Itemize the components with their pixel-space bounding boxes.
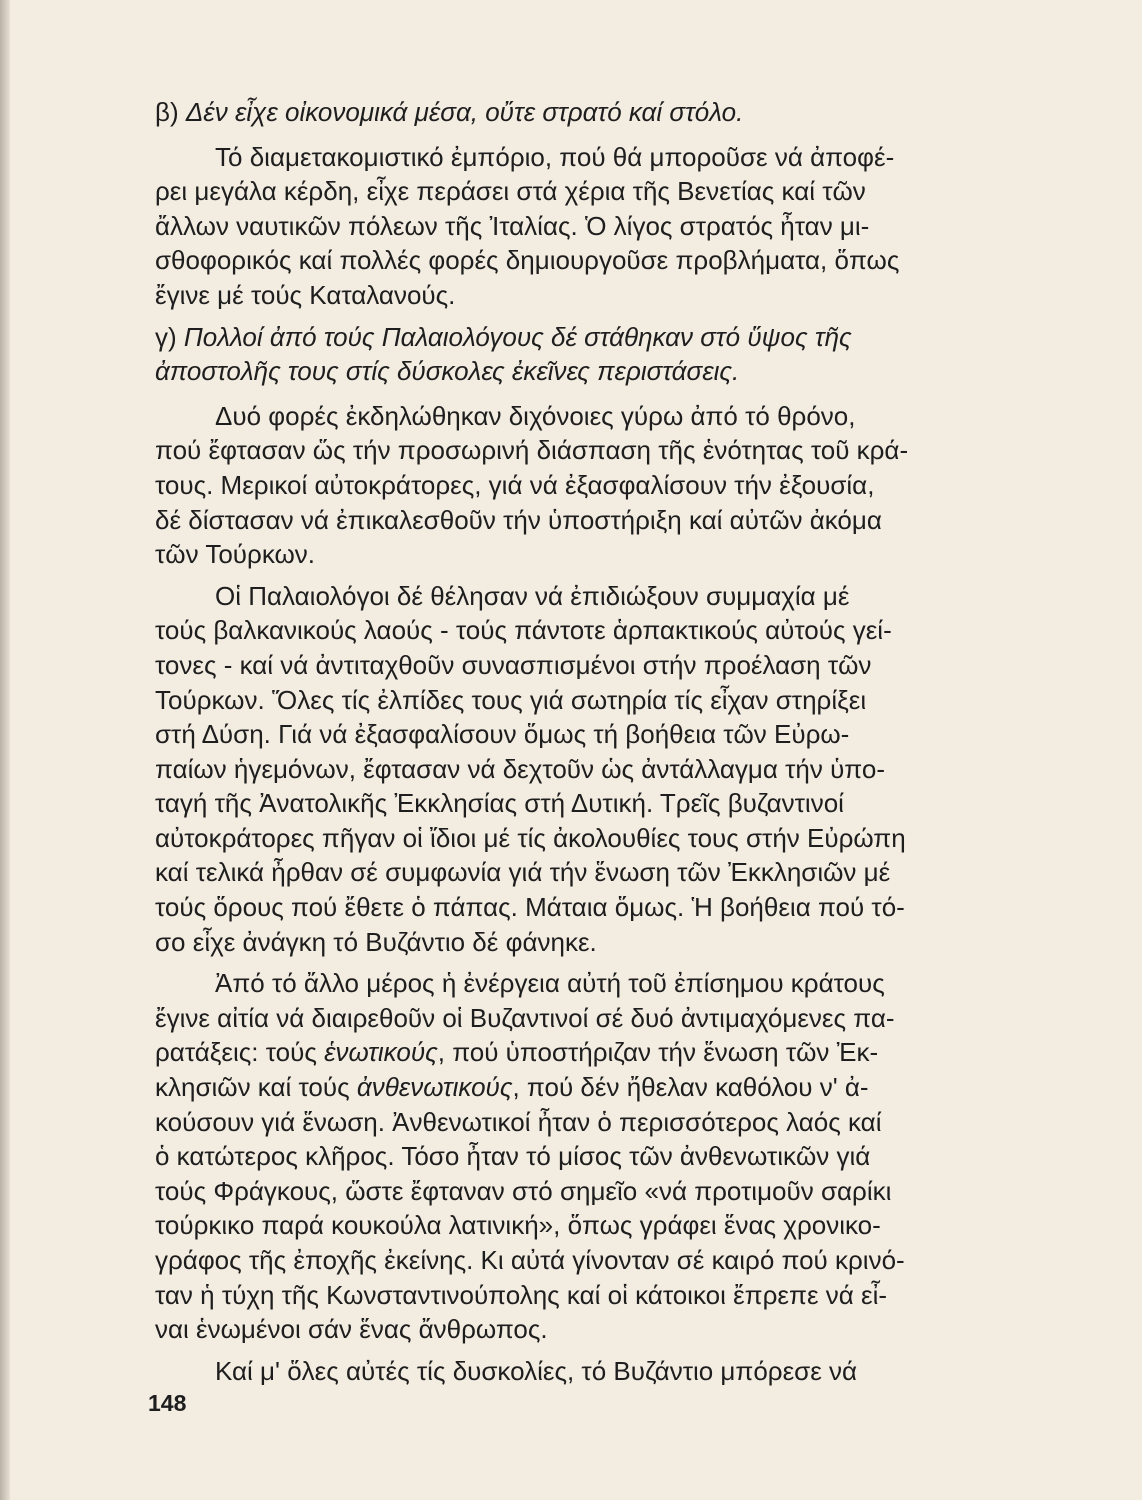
point-gamma-text: Πολλοί ἀπό τούς Παλαιολόγους δέ στάθηκαν στό ὕψος τῆς ἀποστολῆς τους στίς δύσκολες ἐκεῖνες περιστάσεις. [155,321,852,387]
point-gamma [155,320,1005,389]
point-gamma-marker: γ) [155,321,177,352]
paragraph-transit-trade: Τό διαμετακομιστικό ἐμπόριο, πού θά μποροῦσε νά ἀποφέ- ρει μεγάλα κέρδη, εἶχε περάσει στά χέρια τῆς Βενετίας καί τῶν ἄλλων ναυτικῶν πόλεων τῆς Ἰταλίας. Ὁ λίγος στρατός ἦταν μι- σθοφορικός καί πολλές φορές δημιουργοῦσε προβλήματα, ὅπως ἔγινε μέ τούς Καταλανούς. [155,141,900,310]
point-beta-text: Δέν εἶχε οἰκονομικά μέσα, οὔτε στρατό καί στόλο. [185,97,744,127]
paragraph-final-line: Καί μ' ὅλες αὐτές τίς δυσκολίες, τό Βυζάντιο μπόρεσε νά [215,1355,858,1386]
unionists-text-middle: , πού ὑποστήριζαν τήν ἕνωση τῶν Ἐκ- κλησιῶν καί τούς [155,1037,879,1103]
point-beta-marker: β) [155,97,179,127]
point-beta [155,95,1005,130]
body-text [155,95,1005,1395]
paragraph-throne-disputes: Δυό φορές ἐκδηλώθηκαν διχόνοιες γύρω ἀπό τό θρόνο, πού ἔφτασαν ὥς τήν προσωρινή διάσπαση τῆς ἑνότητας τοῦ κρά- τους. Μερικοί αὐτοκράτορες, γιά νά ἐξασφαλίσουν τήν ἐξουσία, δέ δίστασαν νά ἐπικαλεσθοῦν τήν ὑποστήριξη καί αὐτῶν ἀκόμα τῶν Τούρκων. [155,400,909,570]
unionists-term: ἑνωτικούς [324,1037,438,1068]
paragraph-unionists [155,966,1005,1347]
unionists-text-before: Ἀπό τό ἄλλο μέρος ἡ ἐνέργεια αὐτή τοῦ ἐπίσημου κράτους ἔγινε αἰτία νά διαιρεθοῦν οἱ Βυζαντινοί σέ δυό ἀντιμαχόμενες πα- ρατάξεις: τούς [155,968,895,1068]
anti-unionists-term: ἀνθενωτικούς [356,1072,513,1103]
unionists-text-after: , πού δέν ἤθελαν καθόλου ν' ἀ- κούσουν γιά ἕνωση. Ἀνθενωτικοί ἦταν ὁ περισσότερος λαός καί ὁ κατώτερος κλῆρος. Τόσο ἦταν τό μίσος τῶν ἀνθενωτικῶν γιά τούς Φράγκους, ὥστε ἔφταναν στό σημεῖο «νά προτιμοῦν σαρίκι τούρκικο παρά κουκούλα λατινική», ὅπως γράφει ἕνας χρονικο- γράφος τῆς ἐποχῆς ἐκείνης. Κι αὐτά γίνονταν σέ καιρό πού κρινό- ταν ἡ τύχη τῆς Κωνσταντινούπολης καί οἱ κάτοικοι ἔπρεπε νά εἶ- ναι ἑνωμένοι σάν ἕνας ἄνθρωπος. [155,1072,905,1345]
page-number: 148 [148,1390,187,1416]
paragraph-palaiologoi-west: Οἱ Παλαιολόγοι δέ θέλησαν νά ἐπιδιώξουν συμμαχία μέ τούς βαλκανικούς λαούς - τούς πάντοτε ἁρπακτικούς αὐτούς γεί- τονες - καί νά ἀντιταχθοῦν συνασπισμένοι στήν προέλαση τῶν Τούρκων. Ὅλες τίς ἐλπίδες τους γιά σωτηρία τίς εἶχαν στηρίξει στή Δύση. Γιά νά ἐξασφαλίσουν ὅμως τή βοήθεια τῶν Εὐρω- παίων ἡγεμόνων, ἔφτασαν νά δεχτοῦν ὡς ἀντάλλαγμα τήν ὑπο- ταγή τῆς Ἀνατολικῆς Ἐκκλησίας στή Δυτική. Τρεῖς βυζαντινοί αὐτοκράτορες πῆγαν οἱ ἴδιοι μέ τίς ἀκολουθίες τους στήν Εὐρώπη καί τελικά ἦρθαν σέ συμφωνία γιά τήν ἕνωση τῶν Ἐκκλησιῶν μέ τούς ὅρους πού ἔθετε ὁ πάπας. Μάταια ὅμως. Ἡ βοήθεια πού τό- σο εἶχε ἀνάγκη τό Βυζάντιο δέ φάνηκε. [155,580,906,957]
